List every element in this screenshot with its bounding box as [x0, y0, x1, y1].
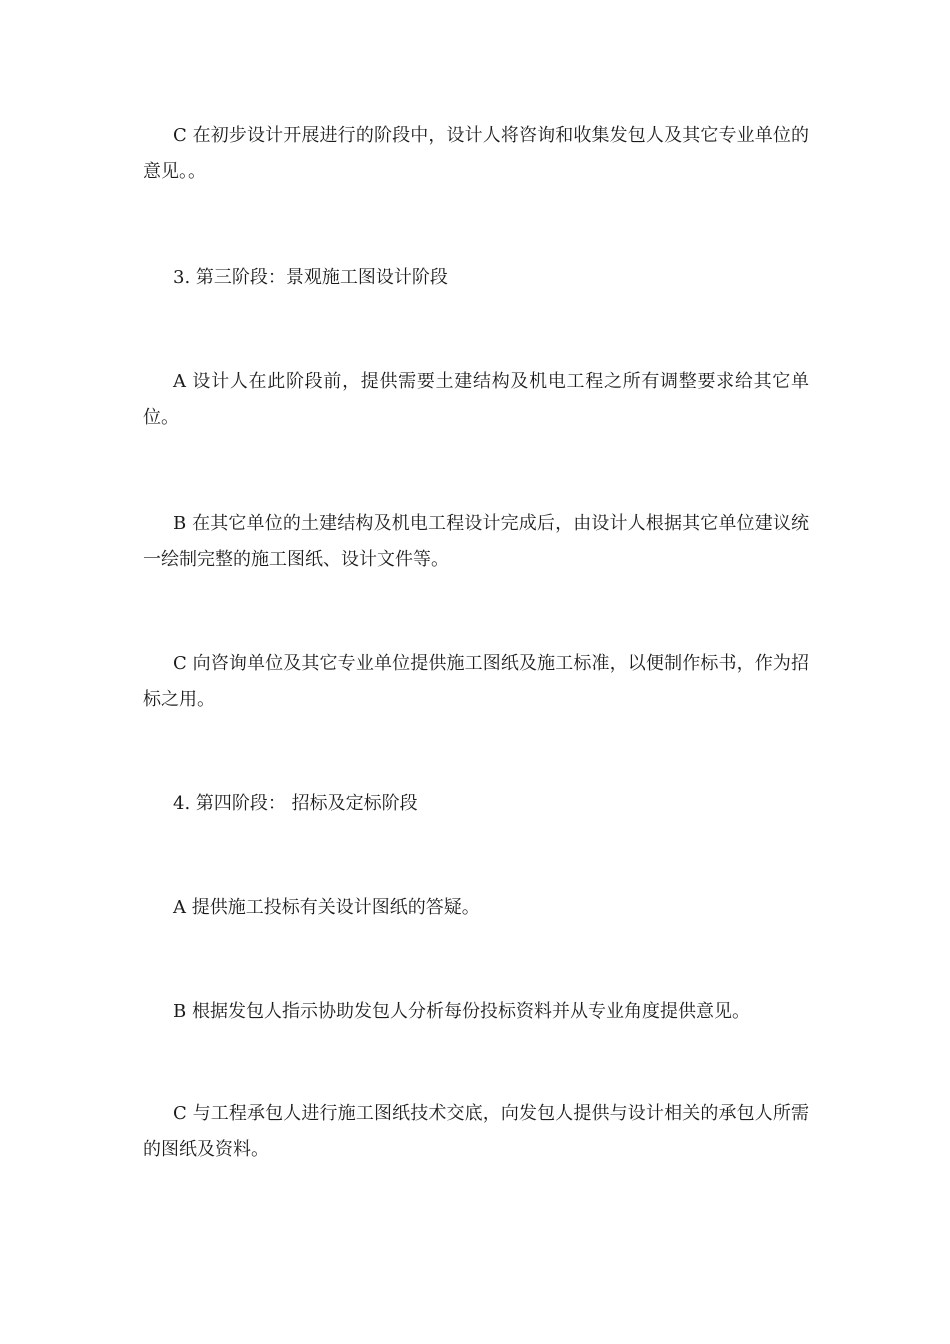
- paragraph-c-stage-4: C 与工程承包人进行施工图纸技术交底，向发包人提供与设计相关的承包人所需的图纸及资料。: [143, 1103, 809, 1160]
- paragraph-b-stage-4: B 根据发包人指示协助发包人分析每份投标资料并从专业角度提供意见。: [173, 1001, 750, 1022]
- paragraph-a-stage-3: A 设计人在此阶段前，提供需要土建结构及机电工程之所有调整要求给其它单位。: [143, 371, 809, 428]
- paragraph-c-preliminary-design: C 在初步设计开展进行的阶段中，设计人将咨询和收集发包人及其它专业单位的意见。。: [143, 125, 809, 182]
- section-heading-stage-4: 4. 第四阶段： 招标及定标阶段: [173, 793, 418, 814]
- paragraph-c-stage-3: C 向咨询单位及其它专业单位提供施工图纸及施工标准，以便制作标书，作为招标之用。: [143, 653, 809, 710]
- paragraph-b-stage-3: B 在其它单位的土建结构及机电工程设计完成后，由设计人根据其它单位建议统一绘制完整的施工图纸、设计文件等。: [143, 513, 809, 570]
- section-heading-stage-3: 3. 第三阶段：景观施工图设计阶段: [173, 267, 448, 288]
- paragraph-a-stage-4: A 提供施工投标有关设计图纸的答疑。: [173, 897, 480, 918]
